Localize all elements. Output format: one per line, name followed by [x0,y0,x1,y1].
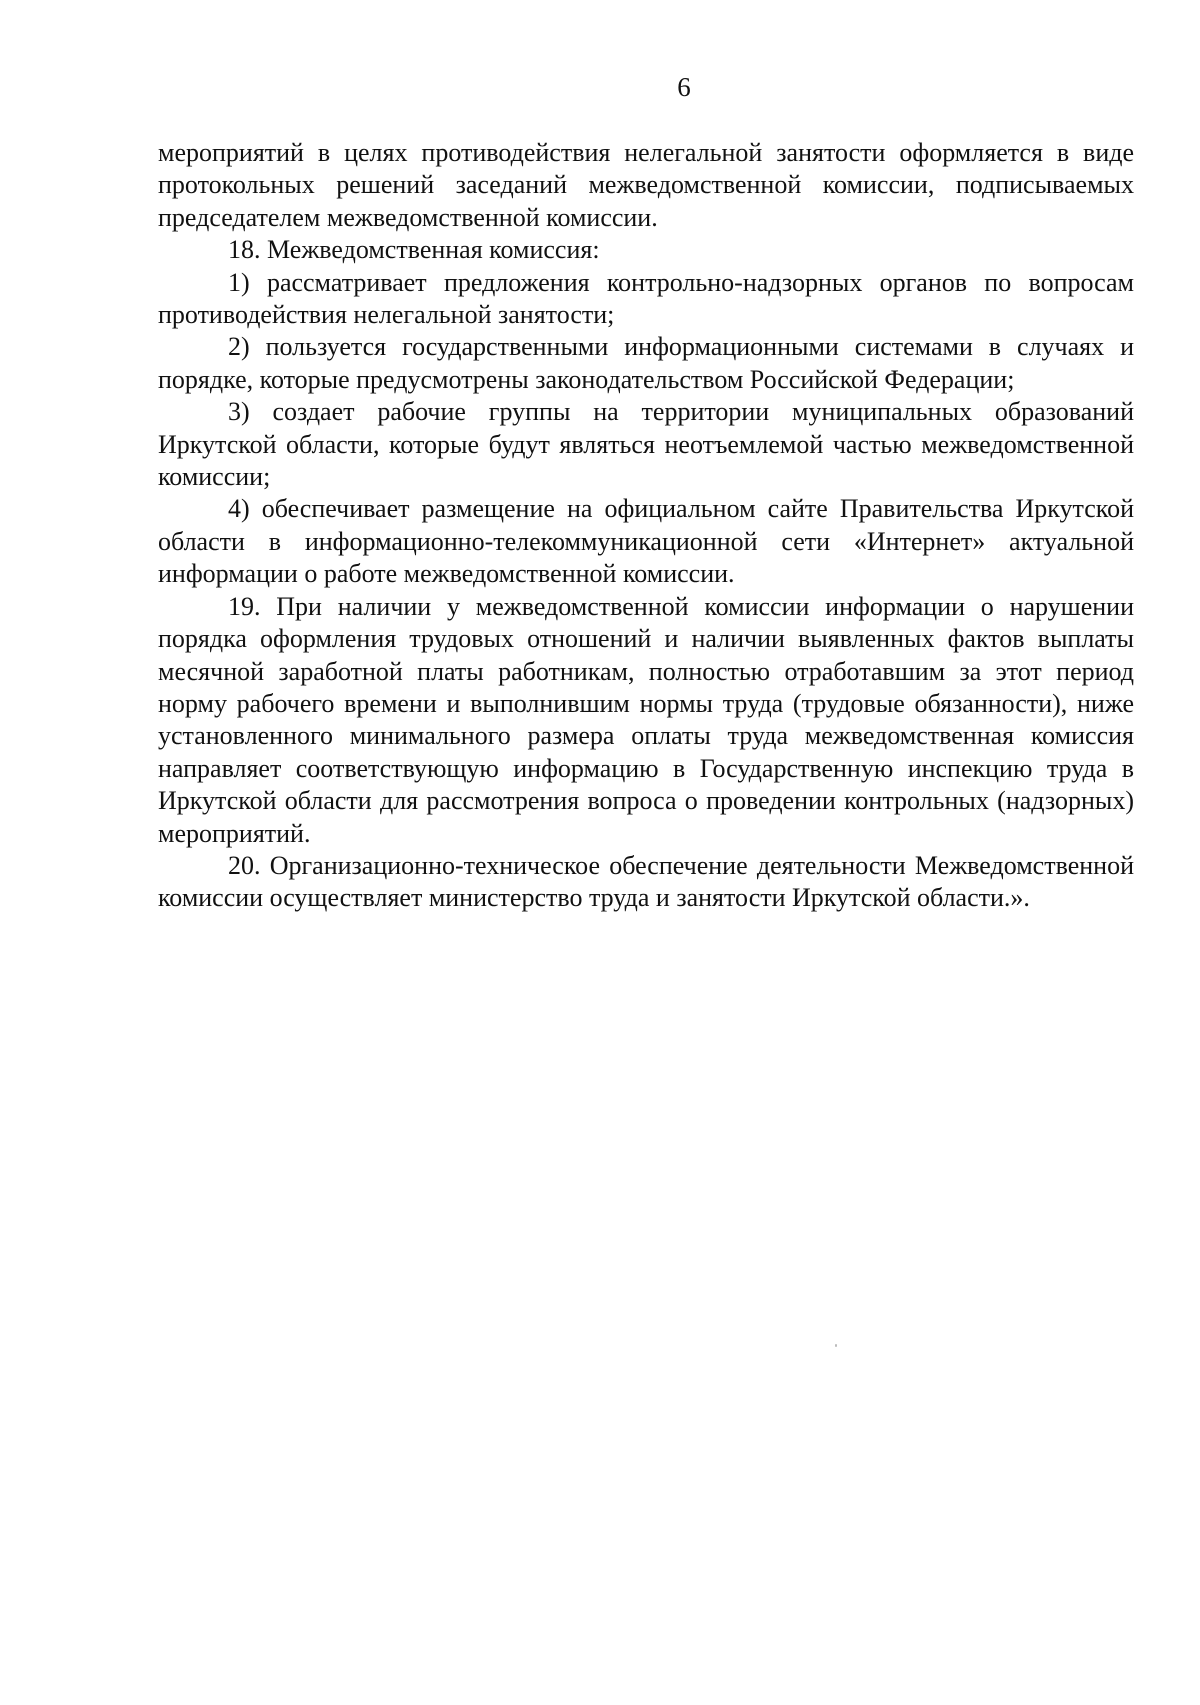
paragraph-continuation: мероприятий в целях противодействия нелегальной занятости оформляется в виде протокольных решений заседаний межведомственной комиссии, подписываемых председателем межведомственной комиссии. [158,138,1134,232]
page-number: 6 [677,72,691,102]
document-body [158,137,1134,915]
paragraph-item-20: 20. Организационно-техническое обеспечение деятельности Межведомственной комиссии осуществляет министерство труда и занятости Иркутской области.». [158,850,1134,913]
paragraph-item-18: 18. Межведомственная комиссия: [228,235,600,265]
paragraph-subitem-3: 3) создает рабочие группы на территории муниципальных образований Иркутской области, которые будут являться неотъемлемой частью межведомственной комиссии; [158,397,1134,492]
paragraph-subitem-1: 1) рассматривает предложения контрольно-надзорных органов по вопросам противодействия нелегальной занятости; [158,267,1134,330]
paragraph-subitem-2: 2) пользуется государственными информационными системами в случаях и порядке, которые предусмотрены законодательством Российской Федерации; [158,332,1134,394]
scan-artifact [835,1344,837,1347]
paragraph-subitem-4: 4) обеспечивает размещение на официальном сайте Правительства Иркутской области в информационно-телекоммуникационной сети «Интернет» актуальной информации о работе межведомственной комиссии. [158,494,1134,589]
paragraph-item-19: 19. При наличии у межведомственной комиссии информации о нарушении порядка оформления трудовых отношений и наличии выявленных фактов выплаты месячной заработной платы работникам, полностью отработавшим за этот период норму рабочего времени и выполнившим нормы труда (трудовые обязанности), ниже установленного минимального размера оплаты труда межведомственная комиссия направляет соответствующую информацию в Государственную инспекцию труда в Иркутской области для рассмотрения вопроса о проведении контрольных (надзорных) мероприятий. [158,591,1134,848]
